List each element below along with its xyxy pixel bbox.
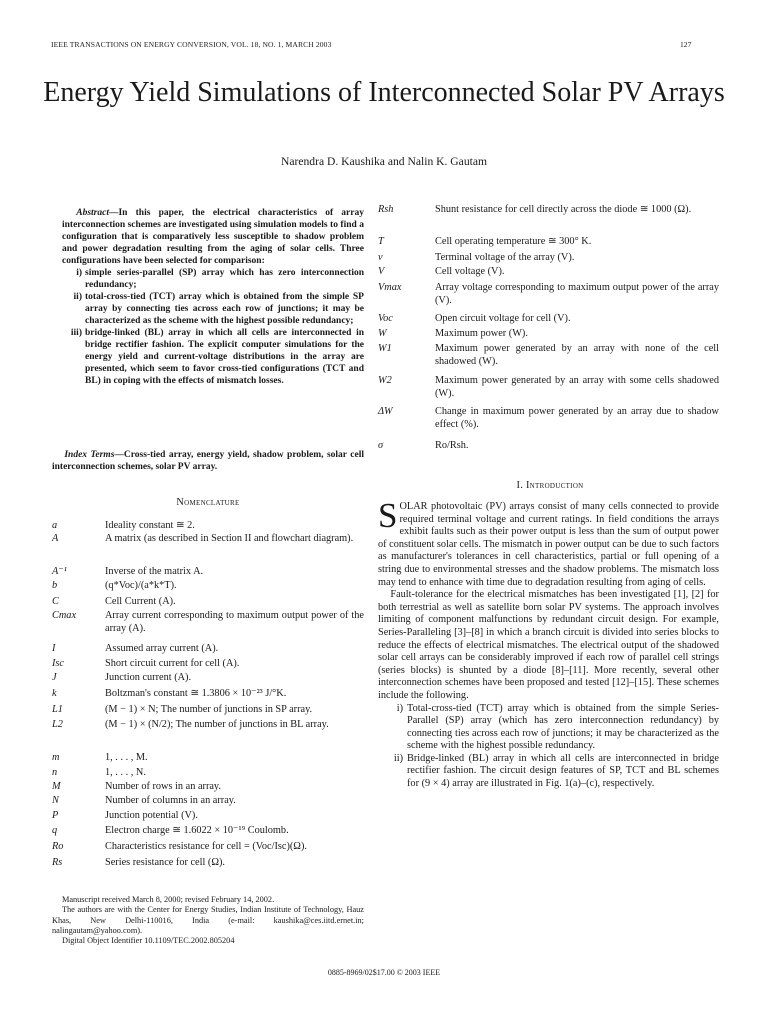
introduction-body <box>378 496 719 791</box>
nomenclature-symbol: Isc <box>52 658 65 669</box>
nomenclature-symbol: a <box>52 520 58 531</box>
nomenclature-symbol: n <box>52 767 58 778</box>
nomenclature-definition: 1, . . . , M. <box>105 752 148 763</box>
nomenclature-symbol: P <box>52 810 59 821</box>
nomenclature-definition: Boltzman's constant ≅ 1.3806 × 10⁻²³ J/°K. <box>105 688 287 699</box>
nomenclature-definition: Junction current (A). <box>105 672 192 683</box>
footnote-affiliation: The authors are with the Center for Energy Studies, Indian Institute of Technology, Hauz Khas, New Delhi-110016, India (e-mail: kaushika@ces.iitd.ernet.in; nalingautam@yahoo.com). <box>52 905 364 935</box>
nomenclature-definition: Number of columns in an array. <box>105 795 236 806</box>
nomenclature-symbol: T <box>378 236 384 247</box>
nomenclature-symbol: b <box>52 580 58 591</box>
nomenclature-symbol: Cmax <box>52 610 77 621</box>
nomenclature-definition: Series resistance for cell (Ω). <box>105 857 226 868</box>
nomenclature-symbol: Voc <box>378 313 393 324</box>
nomenclature-definition: Maximum power (W). <box>435 328 528 339</box>
nomenclature-definition: Characteristics resistance for cell = (Voc/Isc)(Ω). <box>105 841 307 852</box>
running-header: IEEE TRANSACTIONS ON ENERGY CONVERSION, VOL. 18, NO. 1, MARCH 2003 <box>51 40 332 49</box>
nomenclature-definition: Electron charge ≅ 1.6022 × 10⁻¹⁹ Coulomb. <box>105 825 289 836</box>
abstract-item: ii) total-cross-tied (TCT) array which is obtained from the simple SP array by connecting ties across each row of junctions; it may be characterized as the scheme with the highest possible redundancy; <box>73 292 364 326</box>
footnote-received: Manuscript received March 8, 2000; revised February 14, 2002. <box>61 895 275 904</box>
nomenclature-symbol: A <box>52 533 59 544</box>
nomenclature-symbol: Vmax <box>378 282 402 293</box>
nomenclature-definition: 1, . . . , N. <box>105 767 146 778</box>
abstract <box>62 207 364 387</box>
abstract-item: i) simple series-parallel (SP) array which has zero interconnection redundancy; <box>76 268 364 290</box>
nomenclature-symbol: W2 <box>378 375 392 386</box>
nomenclature-definition: Cell voltage (V). <box>435 266 505 277</box>
nomenclature-definition: Maximum power generated by an array with none of the cell shadowed (W). <box>435 343 719 367</box>
index-terms-label: Index Terms— <box>64 450 124 460</box>
nomenclature-definition: Terminal voltage of the array (V). <box>435 252 575 263</box>
nomenclature-symbol: k <box>52 688 57 699</box>
nomenclature-definition: Junction potential (V). <box>105 810 198 821</box>
drop-cap: S <box>378 496 398 535</box>
nomenclature-symbol: A⁻¹ <box>52 566 67 577</box>
abstract-text: In this paper, the electrical characteristics of array interconnection schemes are investigated using simulation models to find a configuration that is comparatively less susceptible to shadow problem and power degradation resulting from the aging of solar cells. Three configurations have been selected for comparison: <box>62 208 364 266</box>
nomenclature-definition: Maximum power generated by an array with some cells shadowed (W). <box>435 375 719 399</box>
intro-paragraph-2: Fault-tolerance for the electrical mismatches has been investigated [1], [2] for both terrestrial as well as satellite born solar PV systems. The approach involves limiting of component malfunctions by redundant circuit design. For example, Series-Paralleling [3]–[8] in which a branch circuit is divided into series blocks to reduce the effects of electrical mismatches. The electrical output of the shadowed solar cell arrays can be considerably improved if each row of parallel cell strings (series blocks) is shunted by a diode [8]–[11]. More recently, several other interconnection schemes have been proposed and tested [12]–[15]. These schemes include the following. <box>378 589 719 701</box>
intro-list <box>378 703 719 791</box>
nomenclature-symbol: L1 <box>52 704 63 715</box>
nomenclature-symbol: I <box>52 643 56 654</box>
abstract-item: iii) bridge-linked (BL) array in which all cells are interconnected in bridge rectifier fashion. The explicit computer simulations for the energy yield and current-voltage distributions in the array are presented, which seem to favor cross-tied configurations (TCT and BL) in coping with the effects of mismatch losses. <box>70 328 364 386</box>
author-list: Narendra D. Kaushika and Nalin K. Gautam <box>280 155 488 168</box>
paper-title: Energy Yield Simulations of Interconnected Solar PV Arrays <box>43 77 725 108</box>
nomenclature-definition: Cell operating temperature ≅ 300° K. <box>435 236 592 247</box>
nomenclature-definition: Ideality constant ≅ 2. <box>105 520 195 531</box>
nomenclature-definition: Number of rows in an array. <box>105 781 221 792</box>
abstract-label: Abstract— <box>76 208 119 218</box>
nomenclature-definition: (M − 1) × N; The number of junctions in SP array. <box>105 704 313 715</box>
nomenclature-symbol: J <box>52 672 57 683</box>
footnote <box>52 895 364 946</box>
index-terms <box>52 449 364 473</box>
copyright-footer: 0885-8969/02$17.00 © 2003 IEEE <box>327 968 441 977</box>
nomenclature-symbol: C <box>52 596 59 607</box>
nomenclature-definition: Shunt resistance for cell directly across the diode ≅ 1000 (Ω). <box>435 204 692 215</box>
nomenclature-symbol: Ro <box>52 841 64 852</box>
nomenclature-symbol: W <box>378 328 387 339</box>
nomenclature-definition: Open circuit voltage for cell (V). <box>435 313 571 324</box>
nomenclature-definition: Assumed array current (A). <box>105 643 219 654</box>
nomenclature-definition: Ro/Rsh. <box>435 440 469 451</box>
nomenclature-heading: Nomenclature <box>176 497 240 508</box>
nomenclature-symbol: σ <box>378 440 384 451</box>
page-number: 127 <box>680 40 692 49</box>
nomenclature-definition: A matrix (as described in Section II and flowchart diagram). <box>105 533 354 544</box>
index-terms-text: Cross-tied array, energy yield, shadow problem, solar cell interconnection schemes, solar PV array. <box>52 450 364 472</box>
intro-list-item: i) Total-cross-tied (TCT) array which is obtained from the simple Series-Parallel (SP) array (which has zero interconnection redundancy) by connecting ties across each row of junctions; it may be characterized as the scheme with the highest possible redundancy. <box>396 702 719 752</box>
nomenclature-symbol: W1 <box>378 343 392 354</box>
nomenclature-definition: Inverse of the matrix A. <box>105 566 204 577</box>
nomenclature-symbol: Rs <box>52 857 63 868</box>
nomenclature-definition: Cell Current (A). <box>105 596 176 607</box>
nomenclature-symbol: ΔW <box>378 406 393 417</box>
nomenclature-symbol: m <box>52 752 60 763</box>
nomenclature-definition: Short circuit current for cell (A). <box>105 658 240 669</box>
nomenclature-symbol: L2 <box>52 719 63 730</box>
nomenclature-definition: Change in maximum power generated by an array due to shadow effect (%). <box>435 406 719 430</box>
nomenclature-definition: Array voltage corresponding to maximum output power of the array (V). <box>435 282 719 306</box>
nomenclature-symbol: v <box>378 252 383 263</box>
nomenclature-symbol: M <box>52 781 61 792</box>
nomenclature-symbol: N <box>52 795 59 806</box>
nomenclature-symbol: V <box>378 266 385 277</box>
nomenclature-symbol: Rsh <box>378 204 394 215</box>
intro-paragraph-1: OLAR photovoltaic (PV) arrays consist of many cells connected to provide required terminal voltage and current ratings. In field conditions the arrays exhibit faults such as their power output is less than the sum of output power of constituent solar cells. The mismatch in power output can be due to such factors as manufacturer's tolerances in cell characteristics, partial or full opening of a string due to environmental stresses and the shadow problems. The mismatch loss may tend to enhance with time due to degradation resulting from aging of cells. <box>378 501 719 588</box>
nomenclature-definition: Array current corresponding to maximum output power of the array (A). <box>105 610 364 634</box>
nomenclature-definition: (M − 1) × (N/2); The number of junctions in BL array. <box>105 719 329 730</box>
nomenclature-definition: (q*Voc)/(a*k*T). <box>105 580 177 591</box>
nomenclature-symbol: q <box>52 825 58 836</box>
section-heading: I. Introduction <box>516 480 584 491</box>
abstract-list <box>62 267 364 387</box>
intro-list-item: ii) Bridge-linked (BL) array in which all cells are interconnected in bridge rectifier fashion. The circuit design features of SP, TCT and BL schemes for (9 × 4) array are illustrated in Fig. 1(a)–(c), respectively. <box>393 752 719 790</box>
footnote-doi: Digital Object Identifier 10.1109/TEC.2002.805204 <box>61 936 235 946</box>
